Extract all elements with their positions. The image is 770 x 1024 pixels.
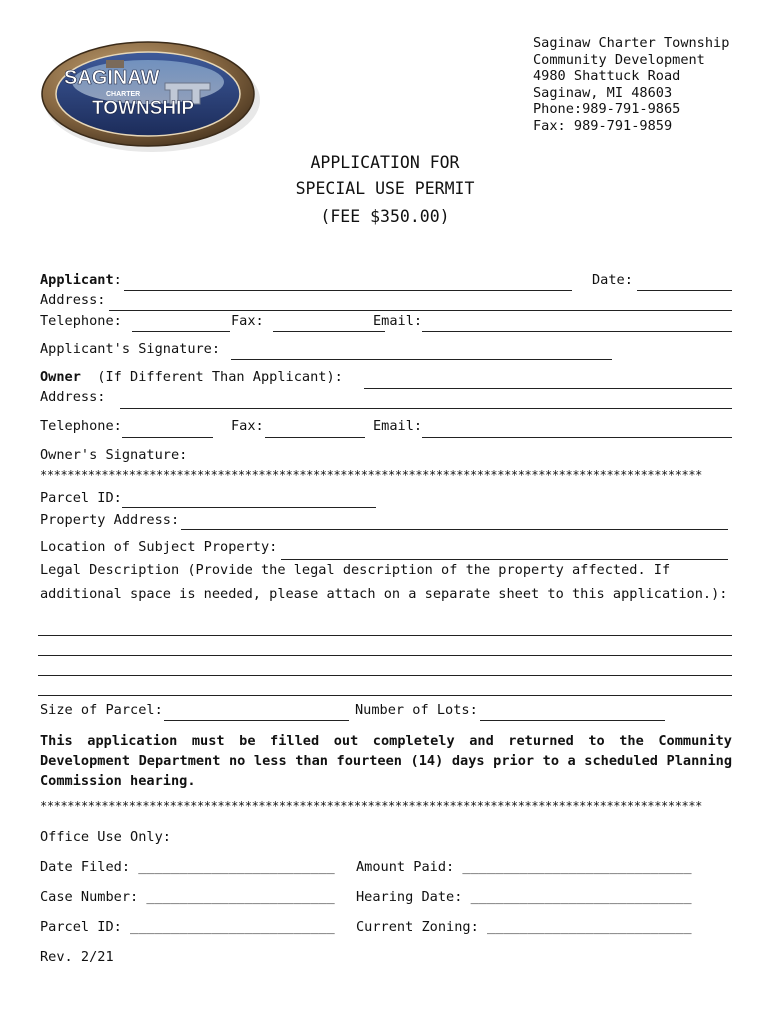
property-address-label: Property Address: [40,512,180,528]
owner-signature-label: Owner's Signature: [40,447,188,463]
applicant-colon: : [113,272,122,288]
owner-address-field[interactable] [120,408,732,409]
legal-description-line-1: Legal Description (Provide the legal description of the property affected. If [40,562,671,578]
owner-note: (If Different Than Applicant): [97,369,343,385]
owner-name-field[interactable] [364,388,732,389]
size-of-parcel-label: Size of Parcel: [40,702,163,718]
owner-label-group [40,369,343,385]
current-zoning-field[interactable]: Current Zoning: _________________________ [356,919,692,935]
applicant-email-label: Email: [373,313,423,329]
address-line: 4980 Shattuck Road [533,68,681,84]
applicant-email-field[interactable] [422,331,732,332]
logo-word-saginaw: SAGINAW [64,67,160,89]
owner-telephone-field[interactable] [122,437,213,438]
owner-address-label: Address: [40,389,106,405]
number-of-lots-field[interactable] [480,720,665,721]
hearing-date-field[interactable]: Hearing Date: ___________________________ [356,889,692,905]
owner-telephone-label: Telephone: [40,418,122,434]
logo-word-township: TOWNSHIP [92,98,195,119]
date-filed-field[interactable]: Date Filed: ________________________ [40,859,335,875]
date-label: Date: [592,272,633,288]
legal-description-field-3[interactable] [38,675,732,676]
submission-notice: This application must be filled out completely and returned to the Community Development Department no less than fourteen (14) days prior to a scheduled Planning Commission hearing. [40,733,732,789]
applicant-label: Applicant [40,272,114,288]
applicant-fax-field[interactable] [273,331,385,332]
address-line: Phone:989-791-9865 [533,101,681,117]
title-fee: (FEE $350.00) [320,207,450,226]
saginaw-township-logo [40,38,262,156]
legal-description-field-1[interactable] [38,635,732,636]
applicant-label-group [40,272,122,288]
size-of-parcel-field[interactable] [164,720,349,721]
address-line: Saginaw, MI 48603 [533,84,673,101]
parcel-id-field[interactable] [122,507,376,508]
address-line: Community Development [533,51,705,68]
property-address-field[interactable] [181,529,728,530]
logo-word-charter: CHARTER [106,91,141,98]
owner-email-field[interactable] [422,437,732,438]
separator-line-2: ************************************************************************************************* [40,799,702,813]
applicant-signature-label: Applicant's Signature: [40,341,221,357]
owner-email-label: Email: [373,418,423,434]
title-line-2: SPECIAL USE PERMIT [295,179,475,198]
amount-paid-field[interactable]: Amount Paid: ____________________________ [356,859,692,875]
date-field[interactable] [637,290,732,291]
applicant-telephone-label: Telephone: [40,313,122,329]
applicant-address-field[interactable] [109,310,732,311]
address-line: Fax: 989-791-9859 [533,117,673,134]
location-label: Location of Subject Property: [40,539,278,555]
number-of-lots-label: Number of Lots: [355,702,478,718]
owner-fax-field[interactable] [265,437,365,438]
parcel-id-label: Parcel ID: [40,490,122,506]
applicant-fax-label: Fax: [231,313,264,329]
case-number-field[interactable]: Case Number: _______________________ [40,889,335,905]
location-field[interactable] [281,559,728,560]
legal-description-field-2[interactable] [38,655,732,656]
owner-label: Owner [40,369,81,385]
applicant-signature-field[interactable] [231,359,612,360]
applicant-name-field[interactable] [124,290,572,291]
legal-description-line-2: additional space is needed, please attach on a separate sheet to this application.): [40,586,728,602]
applicant-address-label: Address: [40,292,106,308]
applicant-telephone-field[interactable] [132,331,230,332]
header-address-block [533,35,729,134]
title-line-1: APPLICATION FOR [310,153,460,172]
owner-fax-label: Fax: [231,418,264,434]
separator-line: ************************************************************************************************* [40,468,702,482]
legal-description-field-4[interactable] [38,695,732,696]
address-line: Saginaw Charter Township [533,35,730,51]
office-use-heading: Office Use Only: [40,829,171,845]
revision-label: Rev. 2/21 [40,949,114,965]
office-parcel-id-field[interactable]: Parcel ID: _________________________ [40,919,335,935]
